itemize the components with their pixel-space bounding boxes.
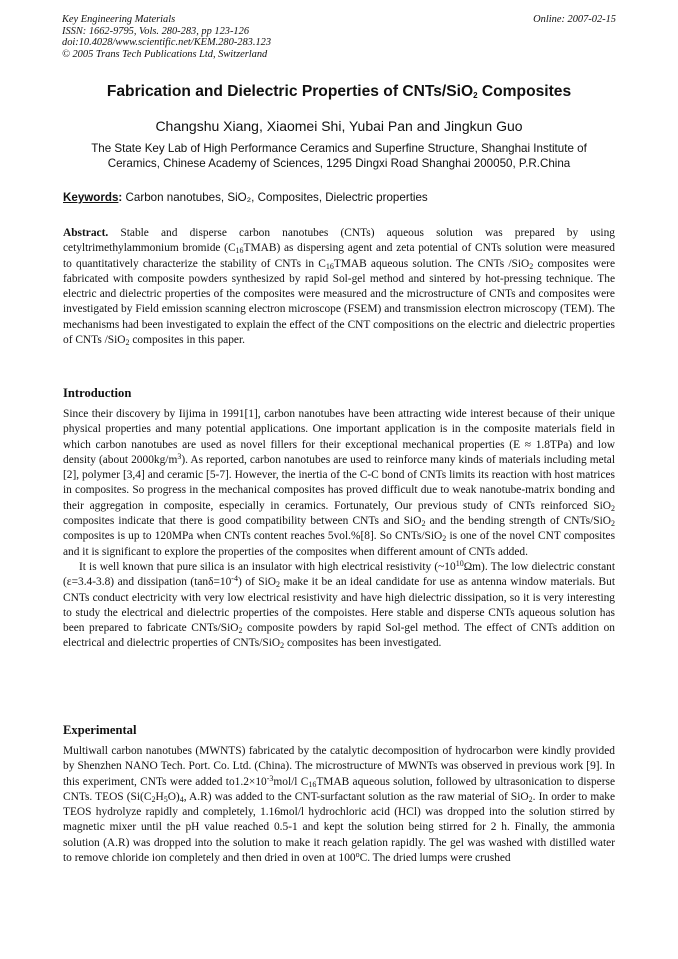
abstract-text: composites in this paper.	[129, 334, 245, 347]
subscript: 2	[442, 534, 447, 544]
title-subscript: 2	[473, 91, 478, 100]
paragraph	[63, 560, 615, 652]
text: is one of the novel CNT composites and it is significant to explore the properties of the composites when different amount of CNTs added.	[63, 530, 615, 558]
text: composites indicate that there is good compatibility between CNTs and SiO	[63, 515, 422, 528]
text: Since their discovery by Iijima in 1991[1], carbon nanotubes have been attracting wide interest because of their unique physical properties and many potential applications. One important application is in the composite materials field in which carbon nanotubes are used as novel fillers for their exceptional mechanical properties (E ≈ 1.8TPa) and low density (about 2000kg/m	[63, 408, 615, 466]
online-date: Online: 2007-02-15	[533, 14, 616, 25]
copyright-line: © 2005 Trans Tech Publications Ltd, Switzerland	[62, 48, 268, 60]
affiliation-line-2: Ceramics, Chinese Academy of Sciences, 1295 Dingxi Road Shanghai 200050, P.R.China	[107, 157, 571, 170]
introduction-body	[63, 407, 615, 652]
text: composites has been investigated.	[284, 637, 442, 650]
subscript: 16	[325, 261, 334, 271]
text: composite powders by rapid Sol-gel method. The effect of CNTs addition on electrical and dielectric properties of CNTs/SiO	[63, 622, 615, 650]
abstract-text: Stable and disperse carbon nanotubes (CNTs) aqueous solution was prepared by using cetyltrimethylammonium bromide (C	[63, 227, 615, 255]
issn-line: ISSN: 1662-9795, Vols. 280-283, pp 123-126	[62, 25, 250, 37]
doi-line[interactable]: doi:10.4028/www.scientific.net/KEM.280-283.123	[62, 37, 272, 49]
text: TMAB aqueous solution, followed by ultrasonication to disperse CNTs. TEOS (Si(C	[63, 775, 615, 803]
text: composites is up to 120MPa when CNTs content reaches 5vol.%[8]. So CNTs/SiO	[63, 530, 443, 543]
text: O)	[167, 790, 180, 803]
journal-header	[62, 14, 482, 60]
subscript: 2	[611, 519, 615, 529]
subscript: 16	[308, 779, 317, 789]
section-heading-experimental: Experimental	[63, 723, 137, 737]
abstract-text: composites were fabricated with composite powders synthesized by rapid Sol-gel method and sintered by hot-pressing technique. The electric and dielectric properties of the composites were measured and the microstructure of CNTs and composites were investigated by Field emission scanning electron microscope (FSEM) and transmission electron microscopy (TEM). The mechanisms had been investigated to explain the effect of the CNT compositions on the electric and dielectric properties of CNTs /SiO	[63, 257, 615, 347]
abstract	[63, 226, 615, 348]
keywords-label: Keywords	[63, 191, 119, 204]
experimental-body	[63, 744, 615, 866]
text: C. The dried lumps were crushed	[359, 852, 511, 865]
text: and the bending strength of CNTs/SiO	[425, 515, 611, 528]
abstract-label: Abstract.	[63, 227, 109, 239]
keywords-text: Carbon nanotubes, SiO₂, Composites, Dielectric properties	[122, 191, 428, 204]
text: ). As reported, carbon nanotubes are used to reinforce many kinds of materials including metal [2], polymer [3,4] and ceramic [5-7]. However, the inertia of the C-C bond of CNTs limits its reaction with host matrices in composites. So progress in the mechanical composites has proved difficult due to weak nanotube-matrix bonding and their aggregation in composite, especially in ceramics. Fortunately, Our previous study of CNTs reinforced SiO	[63, 453, 615, 512]
text: . In order to make TEOS hydrolyze rapidly and completely, 1.16mol/l hydrochloric acid (HCl) was dropped into the solution stirred by magnetic mixer until the pH value reached 0.5-1 and kept the solution being stirred for 2 h. Finally, the ammonia solution (A.R) was dropped into the solution to make it reach gelation rapidly. The gel was washed with distilled water to remove chloride ion completely and then dried in oven at 100	[63, 790, 616, 865]
text: Multiwall carbon nanotubes (MWNTS) fabricated by the catalytic decomposition of hydrocarbon were kindly provided by Shenzhen NANO Tech. Port. Co. Ltd. (China). The microstructure of MWNTs was observed in previous work [9]. In this experiment, CNTs were added to1.2×10	[63, 745, 615, 788]
subscript: 2	[421, 519, 426, 529]
abstract-text: TMAB) as dispersing agent and zeta potential of CNTs solution were measured to quantitatively characterize the stability of CNTs in C	[63, 242, 616, 270]
subscript: 2	[529, 261, 534, 271]
subscript: 2	[611, 503, 615, 513]
section-heading-introduction: Introduction	[63, 386, 132, 400]
subscript: 2	[280, 641, 285, 651]
paragraph	[63, 744, 615, 866]
subscript: 5	[163, 794, 168, 804]
subscript: 2	[528, 794, 533, 804]
text: ) of SiO	[237, 576, 276, 589]
journal-name: Key Engineering Materials	[62, 14, 176, 25]
subscript: 2	[125, 338, 130, 348]
affiliation-line-1: The State Key Lab of High Performance Ceramics and Superfine Structure, Shanghai Institute of	[91, 142, 587, 155]
subscript: 4	[179, 794, 184, 804]
text: Ωm). The low dielectric constant (ε=3.4-3.8) and dissipation (tanδ=10	[63, 560, 615, 589]
paragraph	[63, 407, 615, 560]
text: make it be an ideal candidate for use as antenna window materials. But CNTs conduct electricity with very low electrical resistivity and have high dielectric dissipation, so it is very interesting to study the electrical and dielectric properties of the compoistes. Here stable and disperse CNTs aqueous solution has been prepared to fabricate CNTs/SiO	[63, 576, 616, 635]
title-text-end: Composites	[477, 83, 572, 100]
author-list: Changshu Xiang, Xiaomei Shi, Yubai Pan and Jingkun Guo	[155, 118, 523, 134]
keywords	[63, 190, 615, 205]
subscript: 2	[276, 580, 280, 590]
abstract-text: TMAB aqueous solution. The CNTs /SiO	[333, 257, 530, 270]
superscript: -4	[231, 574, 238, 584]
paper-title	[40, 82, 638, 101]
subscript: 16	[235, 246, 244, 256]
title-text: Fabrication and Dielectric Properties of CNTs/SiO	[106, 83, 474, 100]
subscript: 2	[238, 626, 243, 636]
subscript: 2	[151, 794, 156, 804]
superscript: o	[355, 850, 360, 860]
keywords-colon: :	[118, 191, 123, 204]
text: H	[155, 790, 164, 803]
text: mol/l C	[273, 775, 309, 788]
superscript: -3	[266, 773, 274, 783]
superscript: 10	[455, 558, 464, 568]
affiliation	[56, 141, 622, 171]
superscript: 3	[177, 451, 182, 461]
text: , A.R) was added to the CNT-surfactant solution as the raw material of SiO	[183, 790, 529, 803]
text: It is well known that pure silica is an insulator with high electrical resistivity (~10	[79, 560, 456, 573]
